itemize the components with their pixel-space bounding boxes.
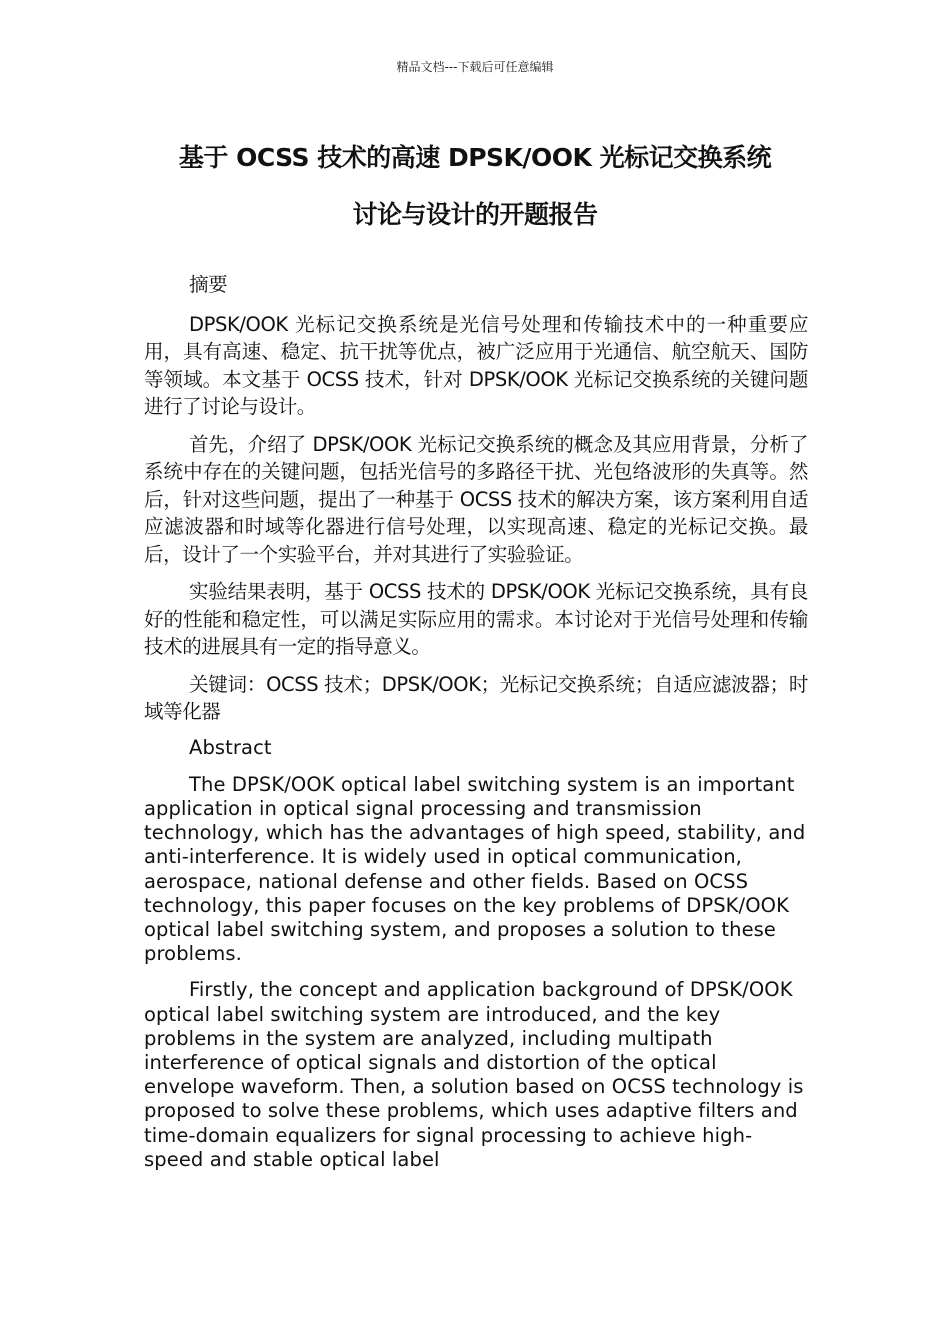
header-note: 精品文档---下载后可任意编辑 [396, 60, 554, 74]
abstract-en-heading: Abstract [189, 735, 272, 759]
document-title-line-2: 讨论与设计的开题报告 [352, 200, 598, 229]
abstract-en-paragraph-2: Firstly, the concept and application background of DPSK/OOK optical label switching system are introduced, and the key problems in the system are analyzed, including multipath interference of optical signals and distortion of the optical envelope waveform. Then, a solution based on OCSS technology is proposed to solve these problems, which uses adaptive filters and time-domain equalizers for signal processing to achieve high-speed and stable optical label [144, 978, 804, 1171]
abstract-en-paragraph-1: The DPSK/OOK optical label switching system is an important application in optical signal processing and transmission technology, which has the advantages of high speed, stability, and anti-interference. It is widely used in optical communication, aerospace, national defense and other fields. Based on OCSS technology, this paper focuses on the key problems of DPSK/OOK optical label switching system, and proposes a solution to these problems. [144, 772, 806, 966]
abstract-zh-paragraph-3: 实验结果表明，基于 OCSS 技术的 DPSK/OOK 光标记交换系统，具有良好的性能和稳定性，可以满足实际应用的需求。本讨论对于光信号处理和传输技术的进展具有一定的指导意义。 [144, 580, 808, 658]
abstract-zh-paragraph-1: DPSK/OOK 光标记交换系统是光信号处理和传输技术中的一种重要应用，具有高速、稳定、抗干扰等优点，被广泛应用于光通信、航空航天、国防等领域。本文基于 OCSS 技术，针对 DPSK/OOK 光标记交换系统的关键问题进行了讨论与设计。 [144, 312, 808, 418]
keywords-zh: 关键词：OCSS 技术；DPSK/OOK；光标记交换系统；自适应滤波器；时域等化器 [144, 672, 808, 723]
document-title-line-1: 基于 OCSS 技术的高速 DPSK/OOK 光标记交换系统 [178, 143, 772, 172]
abstract-zh-paragraph-2: 首先，介绍了 DPSK/OOK 光标记交换系统的概念及其应用背景，分析了系统中存在的关键问题，包括光信号的多路径干扰、光包络波形的失真等。然后，针对这些问题，提出了一种基于 OCSS 技术的解决方案，该方案利用自适应滤波器和时域等化器进行信号处理，以实现高速、稳定的光标记交换。最后，设计了一个实验平台，并对其进行了实验验证。 [144, 432, 808, 566]
document-body [144, 271, 808, 1184]
abstract-zh-heading: 摘要 [189, 273, 228, 296]
